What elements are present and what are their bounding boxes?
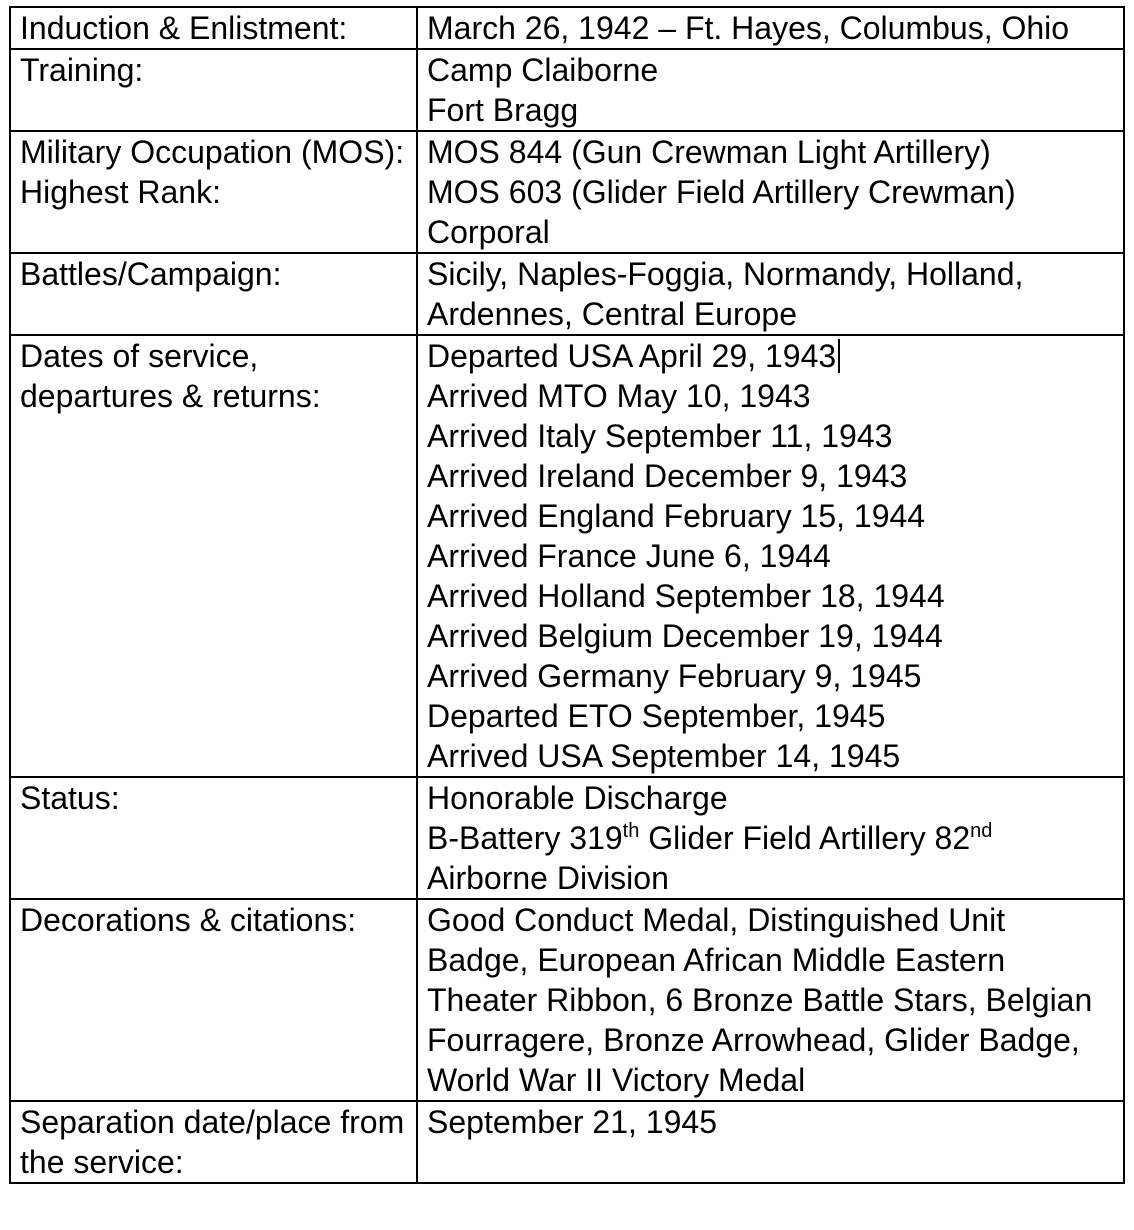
mos-item: MOS 844 (Gun Crewman Light Artillery) xyxy=(427,134,991,170)
row-label: Battles/Campaign: xyxy=(10,253,417,335)
date-item: Arrived Ireland December 9, 1943 xyxy=(427,458,908,494)
rank-value: Corporal xyxy=(427,214,550,250)
row-label: Separation date/place from the service: xyxy=(10,1101,417,1183)
date-item: Arrived Germany February 9, 1945 xyxy=(427,658,922,694)
status-value: Honorable Discharge xyxy=(427,780,728,816)
row-label: Induction & Enlistment: xyxy=(10,7,417,49)
row-label: Military Occupation (MOS): Highest Rank: xyxy=(10,131,417,253)
row-value: September 21, 1945 xyxy=(417,1101,1124,1183)
table-row-dates xyxy=(10,335,1124,777)
date-item: Arrived Italy September 11, 1943 xyxy=(427,418,893,454)
text-cursor xyxy=(838,339,840,373)
unit-value: B-Battery 319th Glider Field Artillery 82nd xyxy=(427,820,993,856)
row-label: Training: xyxy=(10,49,417,131)
date-item: Arrived England February 15, 1944 xyxy=(427,498,926,534)
table-row-status xyxy=(10,777,1124,899)
row-label: Status: xyxy=(10,777,417,899)
date-item: Arrived France June 6, 1944 xyxy=(427,538,831,574)
table-row-training xyxy=(10,49,1124,131)
date-item: Arrived Belgium December 19, 1944 xyxy=(427,618,943,654)
training-item: Fort Bragg xyxy=(427,92,579,128)
mos-item: MOS 603 (Glider Field Artillery Crewman) xyxy=(427,174,1016,210)
row-value: March 26, 1942 – Ft. Hayes, Columbus, Ohio xyxy=(417,7,1124,49)
table-row-induction xyxy=(10,7,1124,49)
training-item: Camp Claiborne xyxy=(427,52,659,88)
row-value xyxy=(417,49,1124,131)
row-label: Dates of service, departures & returns: xyxy=(10,335,417,777)
date-item: Arrived USA September 14, 1945 xyxy=(427,738,901,774)
table-row-decorations xyxy=(10,899,1124,1101)
row-value xyxy=(417,777,1124,899)
date-item: Departed USA April 29, 1943 xyxy=(427,336,1115,376)
date-item: Arrived MTO May 10, 1943 xyxy=(427,378,811,414)
table-row-battles xyxy=(10,253,1124,335)
row-value xyxy=(417,335,1124,777)
date-item: Departed ETO September, 1945 xyxy=(427,698,886,734)
row-value xyxy=(417,131,1124,253)
row-value: Good Conduct Medal, Distinguished Unit Badge, European African Middle Eastern Theater Ribbon, 6 Bronze Battle Stars, Belgian Fourragere, Bronze Arrowhead, Glider Badge, World War II Victory Medal xyxy=(417,899,1124,1101)
row-label: Decorations & citations: xyxy=(10,899,417,1101)
table-row-separation xyxy=(10,1101,1124,1183)
row-value: Sicily, Naples-Foggia, Normandy, Holland, Ardennes, Central Europe xyxy=(417,253,1124,335)
date-item: Arrived Holland September 18, 1944 xyxy=(427,578,945,614)
service-record-table xyxy=(9,6,1125,1184)
unit-value-cont: Airborne Division xyxy=(427,860,669,896)
table-row-mos xyxy=(10,131,1124,253)
